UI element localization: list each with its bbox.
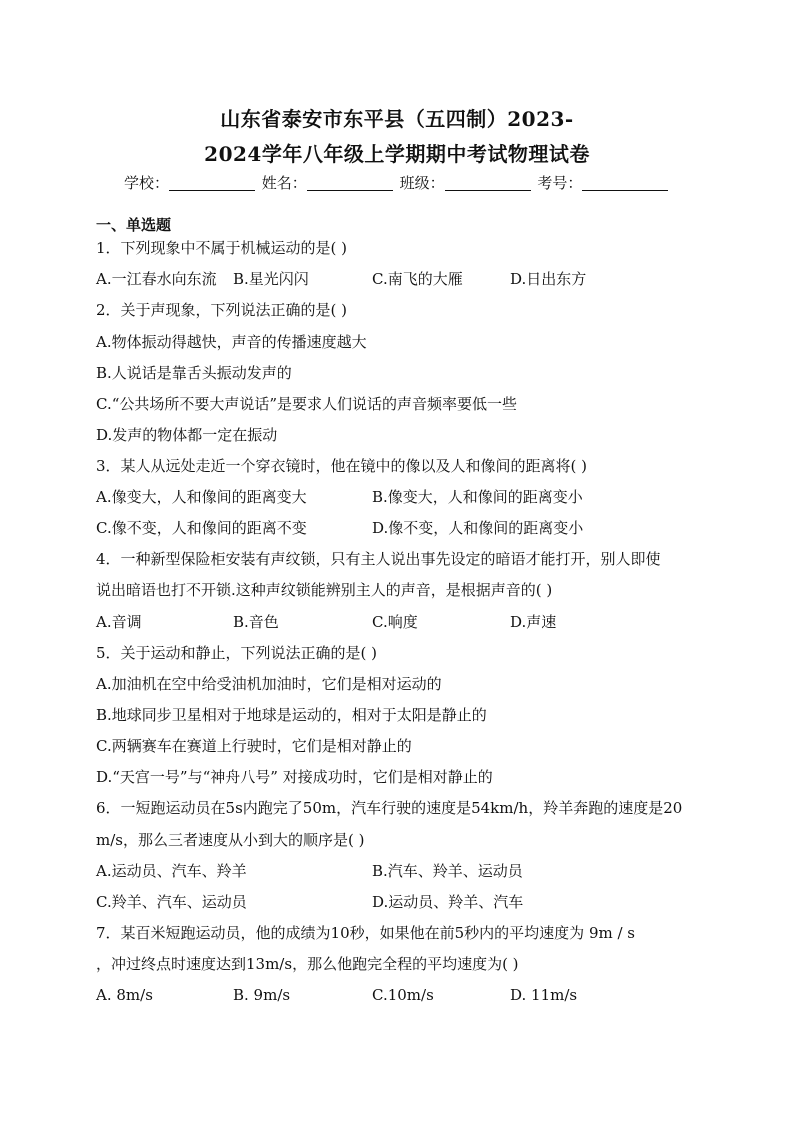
name-label: 姓名： (261, 174, 307, 192)
q5-option-b: B.地球同步卫星相对于地球是运动的，相对于太阳是静止的 (96, 706, 487, 724)
q1-option-b: B.星光闪闪 (233, 270, 309, 288)
q1-option-a: A.一江春水向东流 (96, 270, 217, 288)
q7-option-b: B. 9m/s (233, 986, 291, 1004)
school-blank (169, 174, 255, 191)
student-info-row (124, 172, 670, 193)
exam-title-line2: 2024学年八年级上学期期中考试物理试卷 (204, 142, 590, 166)
q2-option-c: C.“公共场所不要大声说话”是要求人们说话的声音频率要低一些 (96, 395, 518, 413)
q4-stem-line1: 4．一种新型保险柜安装有声纹锁，只有主人说出事先设定的暗语才能打开，别人即使 (96, 550, 661, 568)
q4-option-d: D.声速 (510, 613, 557, 631)
q7-option-c: C.10m/s (372, 986, 434, 1004)
q6-option-d: D.运动员、羚羊、汽车 (372, 893, 524, 911)
q2-option-d: D.发声的物体都一定在振动 (96, 426, 278, 444)
q4-option-a: A.音调 (96, 613, 142, 631)
q7-stem-line2: ，冲过终点时速度达到13m/s，那么他跑完全程的平均速度为( ) (96, 955, 519, 973)
q2-option-b: B.人说话是靠舌头振动发声的 (96, 364, 292, 382)
q6-stem-line2: m/s，那么三者速度从小到大的顺序是( ) (96, 831, 365, 849)
q1-option-c: C.南飞的大雁 (372, 270, 463, 288)
class-blank (445, 174, 531, 191)
number-blank (582, 174, 668, 191)
name-blank (307, 174, 393, 191)
q6-stem-line1: 6．一短跑运动员在5s内跑完了50m，汽车行驶的速度是54km/h，羚羊奔跑的速度是20 (96, 799, 683, 817)
q5-stem: 5．关于运动和静止，下列说法正确的是( ) (96, 644, 378, 662)
q6-option-c: C.羚羊、汽车、运动员 (96, 893, 247, 911)
q1-stem: 1．下列现象中不属于机械运动的是( ) (96, 239, 348, 257)
q5-option-c: C.两辆赛车在赛道上行驶时，它们是相对静止的 (96, 737, 412, 755)
q7-option-d: D. 11m/s (510, 986, 578, 1004)
q3-option-a: A.像变大，人和像间的距离变大 (96, 488, 307, 506)
q6-option-b: B.汽车、羚羊、运动员 (372, 862, 523, 880)
number-label: 考号： (537, 174, 583, 192)
school-label: 学校： (124, 174, 170, 192)
q4-option-b: B.音色 (233, 613, 279, 631)
q2-option-a: A.物体振动得越快，声音的传播速度越大 (96, 333, 367, 351)
q6-option-a: A.运动员、汽车、羚羊 (96, 862, 247, 880)
q7-stem-line1: 7．某百米短跑运动员，他的成绩为10秒，如果他在前5秒内的平均速度为 9m / s (96, 924, 635, 942)
q7-option-a: A. 8m/s (96, 986, 153, 1004)
section-heading: 一、单选题 (96, 216, 172, 234)
q5-option-d: D.“天宫一号”与“神舟八号” 对接成功时，它们是相对静止的 (96, 768, 493, 786)
q5-option-a: A.加油机在空中给受油机加油时，它们是相对运动的 (96, 675, 442, 693)
exam-title-line1: 山东省泰安市东平县（五四制）2023- (220, 107, 574, 131)
q2-stem: 2．关于声现象，下列说法正确的是( ) (96, 301, 348, 319)
q4-stem-line2: 说出暗语也打不开锁.这种声纹锁能辨别主人的声音，是根据声音的( ) (96, 581, 553, 599)
q3-option-c: C.像不变，人和像间的距离不变 (96, 519, 307, 537)
q1-option-d: D.日出东方 (510, 270, 587, 288)
class-label: 班级： (399, 174, 445, 192)
q3-option-b: B.像变大，人和像间的距离变小 (372, 488, 583, 506)
q4-option-c: C.响度 (372, 613, 418, 631)
q3-stem: 3．某人从远处走近一个穿衣镜时，他在镜中的像以及人和像间的距离将( ) (96, 457, 588, 475)
q3-option-d: D.像不变，人和像间的距离变小 (372, 519, 584, 537)
